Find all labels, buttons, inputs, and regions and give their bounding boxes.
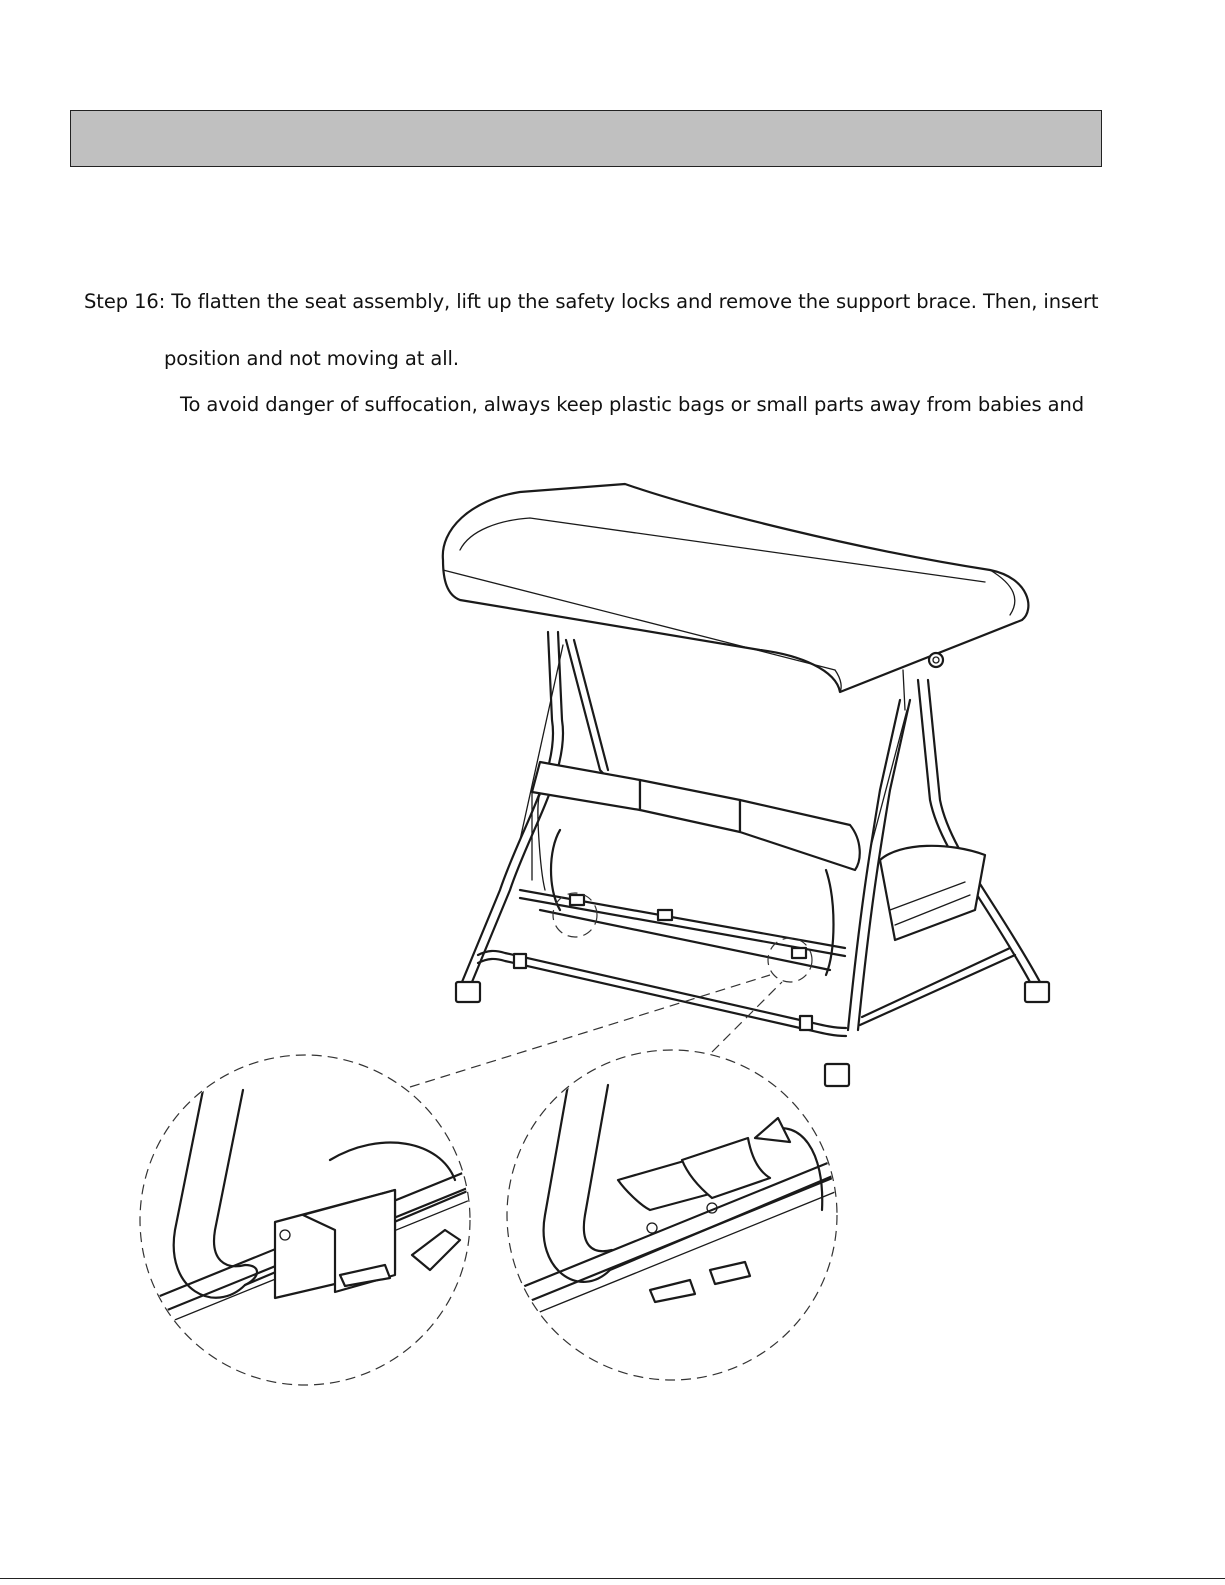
support-brace-drawing bbox=[478, 948, 1015, 1036]
seat-back-drawing bbox=[532, 762, 860, 890]
leader-line-right bbox=[712, 982, 782, 1052]
porch-swing-illustration bbox=[0, 470, 1225, 1430]
left-frame-drawing bbox=[456, 632, 628, 1002]
swing-assembly-drawing bbox=[443, 484, 1049, 1086]
step-16-continuation: position and not moving at all. bbox=[164, 347, 459, 370]
lock-closed-detail bbox=[140, 1055, 475, 1385]
section-header-bar bbox=[70, 110, 1102, 167]
seat-frame-drawing bbox=[520, 830, 845, 975]
suffocation-warning: To avoid danger of suffocation, always keep plastic bags or small parts away from babies and bbox=[180, 393, 1085, 416]
lock-open-detail bbox=[507, 1050, 840, 1380]
step-16-instruction: Step 16: To flatten the seat assembly, lift up the safety locks and remove the support brace. Then, insert bbox=[84, 290, 1099, 313]
footer-rule bbox=[0, 1578, 1225, 1579]
